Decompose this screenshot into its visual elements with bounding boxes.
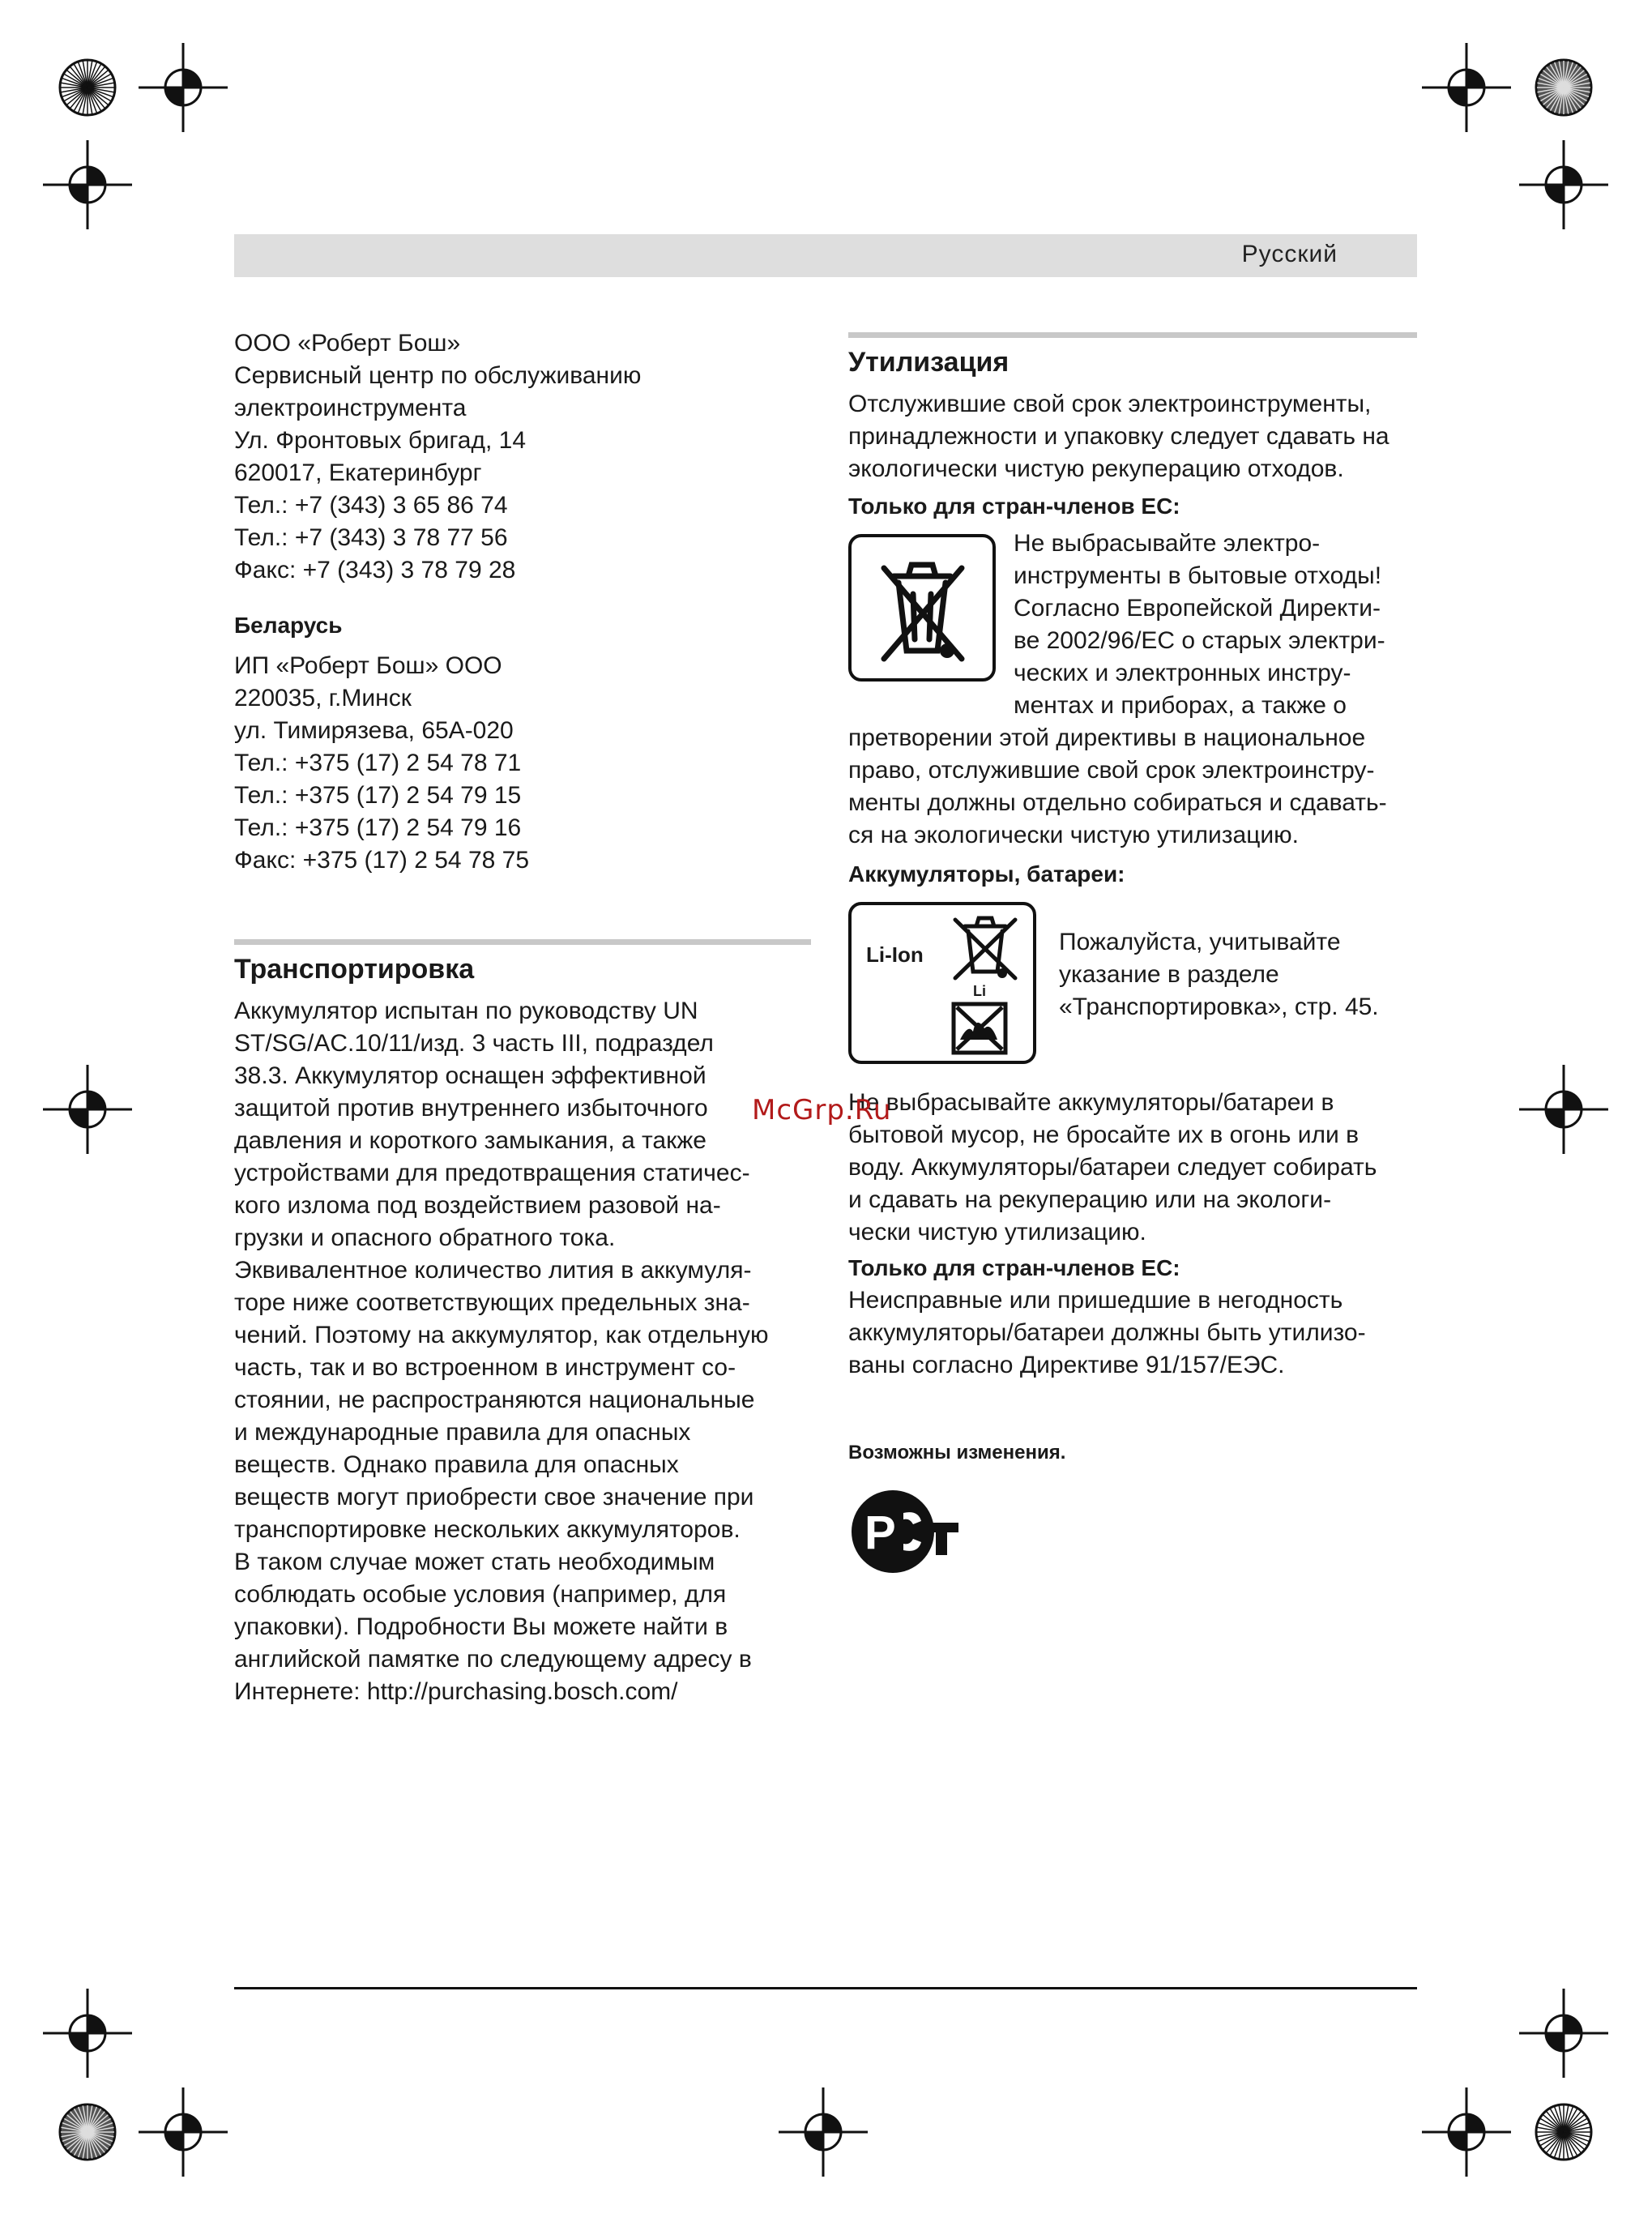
- address-line: Тел.: +375 (17) 2 54 79 16: [234, 814, 522, 841]
- address-line: электроинструмента: [234, 395, 467, 421]
- address-line: 220035, г.Минск: [234, 685, 412, 711]
- body-line: защитой против внутреннего избыточного: [234, 1095, 708, 1122]
- transport-title: Транспортировка: [234, 954, 475, 985]
- registration-crosshair-icon: [779, 2087, 868, 2177]
- body-line: чески чистую утилизацию.: [848, 1219, 1146, 1246]
- batteries-heading: Аккумуляторы, батареи:: [848, 861, 1125, 887]
- body-line: Пожалуйста, учитывайте: [1059, 929, 1341, 955]
- body-line: Интернете: http://purchasing.bosch.com/: [234, 1678, 678, 1705]
- disposal-intro: [848, 388, 1417, 485]
- body-line: стоянии, не распространяются национальные: [234, 1387, 755, 1413]
- li-ion-battery-icon: [848, 902, 1036, 1064]
- body-line: веществ. Однако правила для опасных: [234, 1451, 679, 1478]
- body-line: 38.3. Аккумулятор оснащен эффективной: [234, 1062, 706, 1089]
- body-line: чений. Поэтому на аккумулятор, как отдельную: [234, 1322, 769, 1348]
- weee-text: [1014, 528, 1385, 722]
- body-line: Отслужившие свой срок электроинструменты,: [848, 391, 1372, 417]
- body-line: Согласно Европейской Директи-: [1014, 595, 1381, 622]
- body-line: кого излома под воздействием разовой на-: [234, 1192, 721, 1219]
- body-line: часть, так и во встроенном в инструмент со-: [234, 1354, 736, 1381]
- body-line: менты должны отдельно собираться и сдавать-: [848, 789, 1387, 816]
- eu-heading: Только для стран-членов ЕС:: [848, 494, 1180, 519]
- watermark-text: McGrp.Ru: [752, 1094, 892, 1126]
- address-minsk: [234, 650, 811, 877]
- address-line: Сервисный центр по обслуживанию: [234, 362, 642, 389]
- registration-star-icon: [1534, 58, 1594, 118]
- body-line: ваны согласно Директиве 91/157/ЕЭС.: [848, 1352, 1285, 1378]
- body-line: английской памятке по следующему адресу в: [234, 1646, 752, 1673]
- body-line: торе ниже соответствующих предельных зна-: [234, 1289, 750, 1316]
- body-line: ментах и приборах, а также о: [1014, 692, 1347, 719]
- address-line: Факс: +7 (343) 3 78 79 28: [234, 557, 516, 583]
- pct-certification-logo: [848, 1487, 962, 1576]
- body-line: и международные правила для опасных: [234, 1419, 691, 1446]
- fire-water-warning-icon: [949, 999, 1010, 1058]
- registration-crosshair-icon: [43, 1989, 132, 2078]
- page-header-bar: [234, 234, 1417, 277]
- address-line: 620017, Екатеринбург: [234, 459, 482, 486]
- registration-crosshair-icon: [1422, 2087, 1511, 2177]
- changes-note: Возможны изменения.: [848, 1442, 1066, 1464]
- body-line: давления и короткого замыкания, а также: [234, 1127, 706, 1154]
- body-line: соблюдать особые условия (например, для: [234, 1581, 727, 1608]
- body-line: ве 2002/96/ЕС о старых электри-: [1014, 627, 1385, 654]
- battery-text: [848, 1087, 1417, 1249]
- body-line: указание в разделе: [1059, 961, 1279, 988]
- body-line: транспортировке нескольких аккумуляторов.: [234, 1516, 741, 1543]
- body-line: Неисправные или пришедшие в негодность: [848, 1287, 1343, 1314]
- body-line: аккумуляторы/батареи должны быть утилизо-: [848, 1319, 1366, 1346]
- body-line: экологически чистую рекуперацию отходов.: [848, 455, 1344, 482]
- body-line: воду. Аккумуляторы/батареи следует собирать: [848, 1154, 1377, 1181]
- address-line: Тел.: +7 (343) 3 78 77 56: [234, 524, 508, 551]
- body-line: веществ могут приобрести свое значение при: [234, 1484, 754, 1511]
- body-line: ческих и электронных инстру-: [1014, 660, 1351, 686]
- disposal-title: Утилизация: [848, 347, 1010, 378]
- header-language: Русский: [1241, 241, 1338, 267]
- body-line: Не выбрасывайте аккумуляторы/батареи в: [848, 1089, 1334, 1116]
- registration-crosshair-icon: [1519, 1989, 1608, 2078]
- registration-crosshair-icon: [1422, 43, 1511, 132]
- footer-rule: [234, 1987, 1417, 1989]
- li-ion-label: Li-Ion: [866, 942, 924, 967]
- right-column: [848, 332, 1417, 1576]
- address-line: Тел.: +375 (17) 2 54 79 15: [234, 782, 522, 809]
- registration-crosshair-icon: [139, 43, 228, 132]
- address-line: ул. Тимирязева, 65А-020: [234, 717, 514, 744]
- section-divider: [234, 939, 811, 945]
- address-line: Тел.: +7 (343) 3 65 86 74: [234, 492, 508, 519]
- address-line: Тел.: +375 (17) 2 54 78 71: [234, 750, 522, 776]
- section-divider: [848, 332, 1417, 338]
- address-ekaterinburg: [234, 327, 811, 587]
- registration-crosshair-icon: [1519, 140, 1608, 229]
- crossed-bin-icon: [941, 908, 1030, 986]
- weee-bin-icon: [848, 534, 996, 682]
- body-line: ся на экологически чистую утилизацию.: [848, 822, 1299, 848]
- eu-heading: Только для стран-членов ЕС:: [848, 1255, 1180, 1280]
- body-line: ST/SG/AC.10/11/изд. 3 часть III, подраздел: [234, 1030, 714, 1057]
- registration-crosshair-icon: [139, 2087, 228, 2177]
- registration-star-icon: [1534, 2102, 1594, 2162]
- address-line: ИП «Роберт Бош» ООО: [234, 652, 502, 679]
- weee-block: [848, 528, 1417, 722]
- body-line: упаковки). Подробности Вы можете найти в: [234, 1613, 728, 1640]
- body-line: принадлежности и упаковку следует сдавать на: [848, 423, 1389, 450]
- svg-text:Р: Р: [864, 1506, 896, 1559]
- left-column: [234, 327, 811, 1708]
- registration-star-icon: [58, 2102, 117, 2162]
- address-line: Ул. Фронтовых бригад, 14: [234, 427, 527, 454]
- li-label: Li: [973, 983, 986, 999]
- registration-crosshair-icon: [1519, 1065, 1608, 1154]
- body-line: право, отслужившие свой срок электроинстру-: [848, 757, 1375, 784]
- registration-crosshair-icon: [43, 1065, 132, 1154]
- body-line: устройствами для предотвращения статичес-: [234, 1160, 750, 1186]
- registration-crosshair-icon: [43, 140, 132, 229]
- transport-body: [234, 995, 811, 1708]
- address-line: ООО «Роберт Бош»: [234, 330, 461, 357]
- belarus-heading: Беларусь: [234, 613, 343, 638]
- body-line: Эквивалентное количество лития в аккумуля-: [234, 1257, 752, 1284]
- body-line: Не выбрасывайте электро-: [1014, 530, 1321, 557]
- address-line: Факс: +375 (17) 2 54 78 75: [234, 847, 530, 874]
- registration-star-icon: [58, 58, 117, 118]
- body-line: «Транспортировка», стр. 45.: [1059, 993, 1379, 1020]
- battery-note: [1059, 926, 1379, 1023]
- body-line: инструменты в бытовые отходы!: [1014, 562, 1382, 589]
- body-line: грузки и опасного обратного тока.: [234, 1224, 616, 1251]
- body-line: В таком случае может стать необходимым: [234, 1549, 715, 1575]
- eu-battery-text: [848, 1284, 1417, 1382]
- body-line: претворении этой директивы в национальное: [848, 724, 1366, 751]
- body-line: Аккумулятор испытан по руководству UN: [234, 998, 698, 1024]
- weee-text-continued: [848, 722, 1417, 852]
- body-line: бытовой мусор, не бросайте их в огонь или в: [848, 1122, 1360, 1148]
- body-line: и сдавать на рекуперацию или на экологи-: [848, 1186, 1332, 1213]
- battery-block: [848, 902, 1417, 1087]
